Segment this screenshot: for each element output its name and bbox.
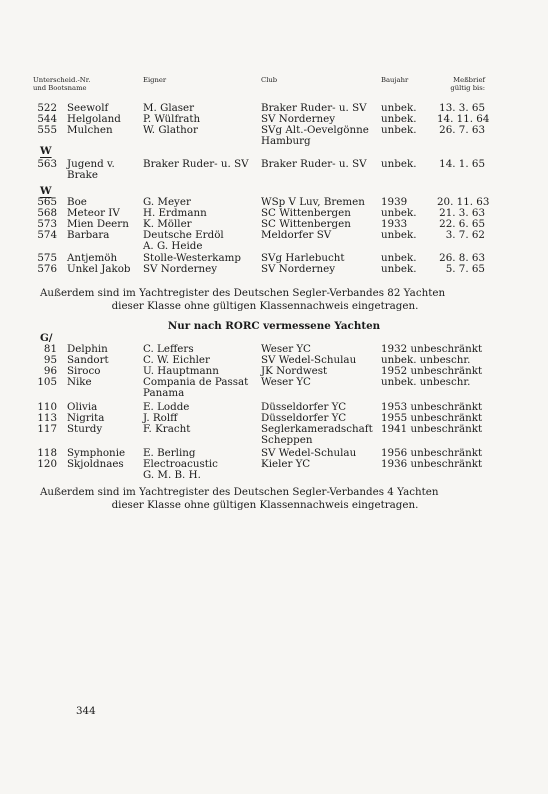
cell-owner: M. Glaser <box>143 102 195 114</box>
note-line: Außerdem sind im Yachtregister des Deutschen Segler-Verbandes 82 Yachten <box>40 287 446 299</box>
cell-year: unbek. <box>381 263 417 275</box>
cell-owner: Stolle-Westerkamp <box>143 252 241 264</box>
cell-certificate-date: 3. 7. 62 <box>445 229 485 241</box>
page-number: 344 <box>76 705 96 717</box>
cell-club: Braker Ruder- u. SV <box>261 102 367 114</box>
cell-certificate-date: 26. 7. 63 <box>439 124 485 136</box>
cell-boat-name: Unkel Jakob <box>67 263 131 275</box>
cell-certificate-date: 14. 11. 64 <box>437 113 490 125</box>
cell-number: 118 <box>37 447 57 459</box>
cell-club: Braker Ruder- u. SV <box>261 158 367 170</box>
cell-owner: G. M. B. H. <box>143 469 201 481</box>
cell-owner: K. Möller <box>143 218 192 230</box>
cell-number: 565 <box>37 196 57 208</box>
cell-year: 1939 <box>381 196 408 208</box>
cell-year: unbek. <box>381 158 417 170</box>
cell-year: 1933 <box>381 218 408 230</box>
table-header <box>0 76 548 100</box>
cell-number: 96 <box>43 365 57 377</box>
cell-year-status: unbek. unbeschr. <box>381 376 471 388</box>
cell-owner: G. Meyer <box>143 196 191 208</box>
cell-owner: A. G. Heide <box>143 240 203 252</box>
cell-year-status: 1952 unbeschränkt <box>381 365 483 377</box>
header-nr-name: Unterscheid.-Nr. und Bootsname <box>33 76 91 92</box>
cell-club: Weser YC <box>261 376 311 388</box>
cell-certificate-date: 20. 11. 63 <box>437 196 490 208</box>
cell-owner: H. Erdmann <box>143 207 207 219</box>
cell-boat-name: Barbara <box>67 229 110 241</box>
cell-number: 110 <box>37 401 57 413</box>
cell-boat-name: Delphin <box>67 343 108 355</box>
cell-boat-name: Mien Deern <box>67 218 129 230</box>
cell-certificate-date: 14. 1. 65 <box>439 158 485 170</box>
class-mark: W <box>40 185 52 197</box>
cell-boat-name: Symphonie <box>67 447 126 459</box>
table-row <box>0 241 548 252</box>
cell-owner: P. Wülfrath <box>143 113 201 125</box>
cell-year-status: 1932 unbeschränkt <box>381 343 483 355</box>
table-row <box>0 170 548 181</box>
table-row <box>0 264 548 275</box>
cell-boat-name: Nike <box>67 376 92 388</box>
cell-boat-name: Antjemöh <box>67 252 118 264</box>
cell-boat-name: Jugend v. <box>67 158 115 170</box>
cell-boat-name: Sturdy <box>67 423 103 435</box>
cell-number: 568 <box>37 207 57 219</box>
cell-boat-name: Seewolf <box>67 102 109 114</box>
cell-boat-name: Boe <box>67 196 87 208</box>
table-row <box>0 136 548 147</box>
cell-club: SC Wittenbergen <box>261 218 351 230</box>
cell-owner: C. W. Eichler <box>143 354 210 366</box>
cell-certificate-date: 5. 7. 65 <box>445 263 485 275</box>
cell-club: SV Norderney <box>261 113 336 125</box>
cell-number: 105 <box>37 376 57 388</box>
table-row <box>0 230 548 241</box>
cell-club: Düsseldorfer YC <box>261 412 347 424</box>
cell-year-status: 1955 unbeschränkt <box>381 412 483 424</box>
cell-year-status: 1953 unbeschränkt <box>381 401 483 413</box>
cell-year: unbek. <box>381 113 417 125</box>
cell-number: 576 <box>37 263 57 275</box>
cell-number: 81 <box>43 343 57 355</box>
cell-owner: Braker Ruder- u. SV <box>143 158 249 170</box>
cell-number: 563 <box>37 158 57 170</box>
table-row <box>0 435 548 446</box>
cell-owner: J. Rolff <box>143 412 178 424</box>
cell-club: Kieler YC <box>261 458 311 470</box>
cell-year-status: 1941 unbeschränkt <box>381 423 483 435</box>
cell-club: Hamburg <box>261 135 311 147</box>
cell-owner: SV Norderney <box>143 263 218 275</box>
cell-number: 117 <box>37 423 57 435</box>
note-line: Außerdem sind im Yachtregister des Deutschen Segler-Verbandes 4 Yachten <box>40 486 439 498</box>
cell-number: 573 <box>37 218 57 230</box>
cell-owner: Electroacustic <box>143 458 218 470</box>
cell-owner: U. Hauptmann <box>143 365 219 377</box>
cell-club: SV Wedel-Schulau <box>261 447 357 459</box>
cell-year: unbek. <box>381 229 417 241</box>
cell-year-status: 1956 unbeschränkt <box>381 447 483 459</box>
section-title: Nur nach RORC vermessene Yachten <box>167 320 381 332</box>
class-mark: W <box>40 145 52 157</box>
table-row <box>0 388 548 399</box>
cell-boat-name: Helgoland <box>67 113 121 125</box>
cell-year-status: 1936 unbeschränkt <box>381 458 483 470</box>
cell-club: SVg Harlebucht <box>261 252 345 264</box>
cell-club: Seglerkameradschaft <box>261 423 373 435</box>
cell-boat-name: Sandort <box>67 354 109 366</box>
cell-club: SC Wittenbergen <box>261 207 351 219</box>
cell-club: Düsseldorfer YC <box>261 401 347 413</box>
note-line: dieser Klasse ohne gültigen Klassennachweis eingetragen. <box>111 299 419 312</box>
note-paragraph <box>40 287 490 312</box>
cell-owner: Panama <box>143 387 185 399</box>
cell-certificate-date: 22. 6. 65 <box>439 218 485 230</box>
cell-certificate-date: 13. 3. 65 <box>439 102 485 114</box>
cell-certificate-date: 26. 8. 63 <box>439 252 485 264</box>
table-row <box>0 377 548 388</box>
header-year: Baujahr <box>381 76 409 84</box>
cell-year: unbek. <box>381 124 417 136</box>
cell-boat-name: Mulchen <box>67 124 113 136</box>
cell-number: 544 <box>37 113 57 125</box>
cell-owner: Deutsche Erdöl <box>143 229 224 241</box>
cell-club: Scheppen <box>261 434 313 446</box>
cell-year: unbek. <box>381 102 417 114</box>
cell-certificate-date: 21. 3. 63 <box>439 207 485 219</box>
header-certificate: Meßbrief gültig bis: <box>450 76 485 92</box>
cell-club: JK Nordwest <box>261 365 328 377</box>
cell-number: 95 <box>43 354 57 366</box>
cell-year-status: unbek. unbeschr. <box>381 354 471 366</box>
cell-club: WSp V Luv, Bremen <box>261 196 365 208</box>
cell-number: 575 <box>37 252 57 264</box>
table-row <box>0 470 548 481</box>
cell-boat-name: Siroco <box>67 365 101 377</box>
cell-club: SVg Alt.-Oevelgönne <box>261 124 369 136</box>
cell-boat-name: Brake <box>67 169 98 181</box>
table-row <box>0 459 548 470</box>
cell-owner: Compania de Passat <box>143 376 249 388</box>
cell-boat-name: Olivia <box>67 401 98 413</box>
cell-year: unbek. <box>381 252 417 264</box>
cell-club: Weser YC <box>261 343 311 355</box>
cell-boat-name: Skjoldnaes <box>67 458 124 470</box>
cell-owner: E. Lodde <box>143 401 190 413</box>
note-line: dieser Klasse ohne gültigen Klassennachweis eingetragen. <box>111 498 419 511</box>
cell-owner: F. Kracht <box>143 423 191 435</box>
cell-number: 522 <box>37 102 57 114</box>
cell-year: unbek. <box>381 207 417 219</box>
cell-boat-name: Nigrita <box>67 412 105 424</box>
note-paragraph <box>40 486 490 511</box>
header-owner: Eigner <box>143 76 167 84</box>
cell-owner: W. Glathor <box>143 124 198 136</box>
cell-number: 113 <box>37 412 57 424</box>
cell-boat-name: Meteor IV <box>67 207 120 219</box>
cell-number: 120 <box>37 458 57 470</box>
cell-number: 574 <box>37 229 57 241</box>
class-mark: G/ <box>40 332 53 344</box>
cell-club: SV Norderney <box>261 263 336 275</box>
cell-club: SV Wedel-Schulau <box>261 354 357 366</box>
cell-number: 555 <box>37 124 57 136</box>
cell-owner: E. Berling <box>143 447 196 459</box>
cell-owner: C. Leffers <box>143 343 194 355</box>
header-club: Club <box>261 76 278 84</box>
cell-club: Meldorfer SV <box>261 229 332 241</box>
